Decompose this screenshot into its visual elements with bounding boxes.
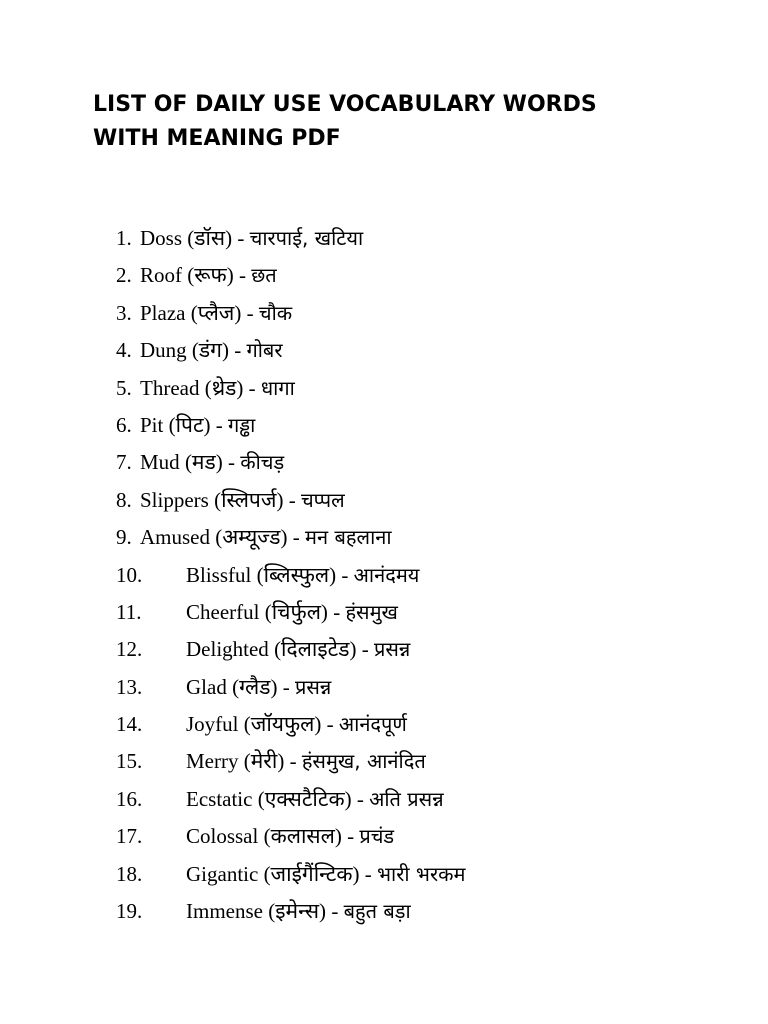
pronunciation: (जॉयफुल) bbox=[243, 712, 322, 737]
separator-dash: - bbox=[282, 674, 290, 699]
item-entry bbox=[186, 557, 419, 594]
list-item bbox=[0, 706, 768, 743]
separator-dash: - bbox=[227, 450, 235, 475]
vocabulary-list bbox=[0, 220, 768, 930]
item-number: 5. bbox=[116, 375, 132, 400]
separator-dash: - bbox=[292, 525, 300, 550]
list-item bbox=[0, 407, 768, 444]
list-item bbox=[0, 743, 768, 780]
separator-dash: - bbox=[288, 487, 296, 512]
hindi-meaning: चप्पल bbox=[300, 487, 345, 512]
hindi-meaning: अति प्रसन्न bbox=[369, 786, 444, 811]
english-word: Ecstatic bbox=[186, 786, 253, 811]
english-word: Pit bbox=[140, 412, 164, 437]
list-item bbox=[0, 856, 768, 893]
item-number: 19. bbox=[116, 899, 143, 924]
english-word: Amused bbox=[140, 525, 210, 550]
hindi-meaning: प्रसन्न bbox=[373, 637, 411, 662]
separator-dash: - bbox=[361, 637, 369, 662]
list-item bbox=[0, 220, 768, 257]
item-entry bbox=[140, 444, 284, 481]
pronunciation: (पिट) bbox=[168, 412, 211, 437]
item-entry bbox=[140, 407, 255, 444]
item-number: 6. bbox=[116, 412, 132, 437]
title-line-1: LIST OF DAILY USE VOCABULARY WORDS bbox=[93, 92, 597, 117]
english-word: Blissful bbox=[186, 562, 252, 587]
list-item bbox=[0, 818, 768, 855]
english-word: Dung bbox=[140, 338, 187, 363]
separator-dash: - bbox=[326, 712, 334, 737]
hindi-meaning: गड्ढा bbox=[228, 412, 256, 437]
item-entry bbox=[140, 482, 345, 519]
item-number: 18. bbox=[116, 861, 143, 886]
item-number: 8. bbox=[116, 487, 132, 512]
english-word: Colossal bbox=[186, 824, 259, 849]
item-entry bbox=[186, 781, 444, 818]
item-number: 7. bbox=[116, 450, 132, 475]
separator-dash: - bbox=[215, 412, 223, 437]
item-number: 16. bbox=[116, 786, 143, 811]
separator-dash: - bbox=[237, 226, 245, 250]
list-item bbox=[0, 557, 768, 594]
pronunciation: (अम्यूज्ड) bbox=[215, 525, 288, 550]
list-item bbox=[0, 893, 768, 930]
hindi-meaning: हंसमुख, आनंदित bbox=[301, 749, 426, 774]
english-word: Slippers bbox=[140, 487, 209, 512]
hindi-meaning: छत bbox=[251, 263, 277, 288]
item-entry bbox=[186, 631, 410, 668]
item-number: 9. bbox=[116, 525, 132, 550]
item-number: 13. bbox=[116, 674, 143, 699]
item-entry bbox=[140, 257, 277, 294]
pronunciation: (कलासल) bbox=[263, 824, 342, 849]
english-word: Plaza bbox=[140, 300, 186, 325]
hindi-meaning: गोबर bbox=[246, 338, 283, 363]
pronunciation: (प्लैज) bbox=[190, 300, 242, 325]
separator-dash: - bbox=[333, 599, 341, 624]
item-entry bbox=[186, 669, 331, 706]
pronunciation: (ब्लिस्फुल) bbox=[256, 562, 337, 587]
title-line-2: WITH MEANING PDF bbox=[93, 126, 341, 151]
english-word: Roof bbox=[140, 263, 182, 288]
item-number: 1. bbox=[116, 226, 132, 250]
english-word: Gigantic bbox=[186, 861, 259, 886]
hindi-meaning: भारी भरकम bbox=[376, 861, 466, 886]
separator-dash: - bbox=[234, 338, 242, 363]
hindi-meaning: चौक bbox=[258, 300, 293, 325]
list-item bbox=[0, 631, 768, 668]
item-entry bbox=[186, 893, 411, 930]
separator-dash: - bbox=[341, 562, 349, 587]
pronunciation: (एक्सटैटिक) bbox=[257, 786, 352, 811]
list-item bbox=[0, 519, 768, 556]
separator-dash: - bbox=[364, 861, 372, 886]
hindi-meaning: आनंदपूर्ण bbox=[338, 712, 407, 737]
pronunciation: (चिर्फुल) bbox=[264, 599, 328, 624]
item-number: 3. bbox=[116, 300, 132, 325]
item-entry bbox=[186, 743, 426, 780]
item-number: 12. bbox=[116, 637, 143, 662]
item-entry bbox=[140, 295, 292, 332]
hindi-meaning: धागा bbox=[260, 375, 295, 400]
separator-dash: - bbox=[331, 899, 339, 924]
item-number: 14. bbox=[116, 712, 143, 737]
hindi-meaning: बहुत बड़ा bbox=[343, 899, 411, 924]
english-word: Delighted bbox=[186, 637, 269, 662]
english-word: Mud bbox=[140, 450, 180, 475]
item-number: 4. bbox=[116, 338, 132, 363]
separator-dash: - bbox=[248, 375, 256, 400]
list-item bbox=[0, 781, 768, 818]
separator-dash: - bbox=[347, 824, 355, 849]
hindi-meaning: चारपाई, खटिया bbox=[249, 226, 364, 250]
hindi-meaning: मन बहलाना bbox=[305, 525, 392, 550]
hindi-meaning: प्रसन्न bbox=[294, 674, 332, 699]
item-entry bbox=[186, 594, 398, 631]
pronunciation: (स्लिपर्ज) bbox=[214, 487, 284, 512]
pronunciation: (रूफ) bbox=[187, 263, 234, 288]
list-item bbox=[0, 370, 768, 407]
separator-dash: - bbox=[289, 749, 297, 774]
item-number: 15. bbox=[116, 749, 143, 774]
list-item bbox=[0, 295, 768, 332]
pronunciation: (मड) bbox=[184, 450, 223, 475]
english-word: Glad bbox=[186, 674, 227, 699]
pronunciation: (दिलाइटेड) bbox=[274, 637, 357, 662]
hindi-meaning: कीचड़ bbox=[240, 450, 285, 475]
list-item bbox=[0, 444, 768, 481]
english-word: Thread bbox=[140, 375, 200, 400]
item-entry bbox=[140, 220, 363, 257]
item-entry bbox=[186, 706, 407, 743]
list-item bbox=[0, 594, 768, 631]
item-number: 2. bbox=[116, 263, 132, 288]
hindi-meaning: आनंदमय bbox=[353, 562, 420, 587]
hindi-meaning: प्रचंड bbox=[359, 824, 395, 849]
separator-dash: - bbox=[356, 786, 364, 811]
page-title bbox=[93, 88, 713, 156]
english-word: Doss bbox=[140, 226, 183, 250]
hindi-meaning: हंसमुख bbox=[345, 599, 398, 624]
item-entry bbox=[186, 818, 394, 855]
item-number: 10. bbox=[116, 562, 143, 587]
item-number: 11. bbox=[116, 599, 142, 624]
item-entry bbox=[140, 519, 392, 556]
english-word: Joyful bbox=[186, 712, 239, 737]
item-number: 17. bbox=[116, 824, 143, 849]
list-item bbox=[0, 257, 768, 294]
pronunciation: (डंग) bbox=[191, 338, 229, 363]
pronunciation: (डॉस) bbox=[187, 226, 233, 250]
item-entry bbox=[186, 856, 465, 893]
pronunciation: (ग्लैड) bbox=[232, 674, 278, 699]
english-word: Immense bbox=[186, 899, 263, 924]
english-word: Cheerful bbox=[186, 599, 260, 624]
pronunciation: (मेरी) bbox=[243, 749, 285, 774]
separator-dash: - bbox=[239, 263, 246, 288]
pronunciation: (जाईगैंन्टिक) bbox=[263, 861, 360, 886]
item-entry bbox=[140, 332, 283, 369]
english-word: Merry bbox=[186, 749, 239, 774]
list-item bbox=[0, 669, 768, 706]
separator-dash: - bbox=[246, 300, 254, 325]
pronunciation: (इमेन्स) bbox=[268, 899, 327, 924]
pronunciation: (थ्रेड) bbox=[204, 375, 244, 400]
list-item bbox=[0, 332, 768, 369]
list-item bbox=[0, 482, 768, 519]
item-entry bbox=[140, 370, 295, 407]
